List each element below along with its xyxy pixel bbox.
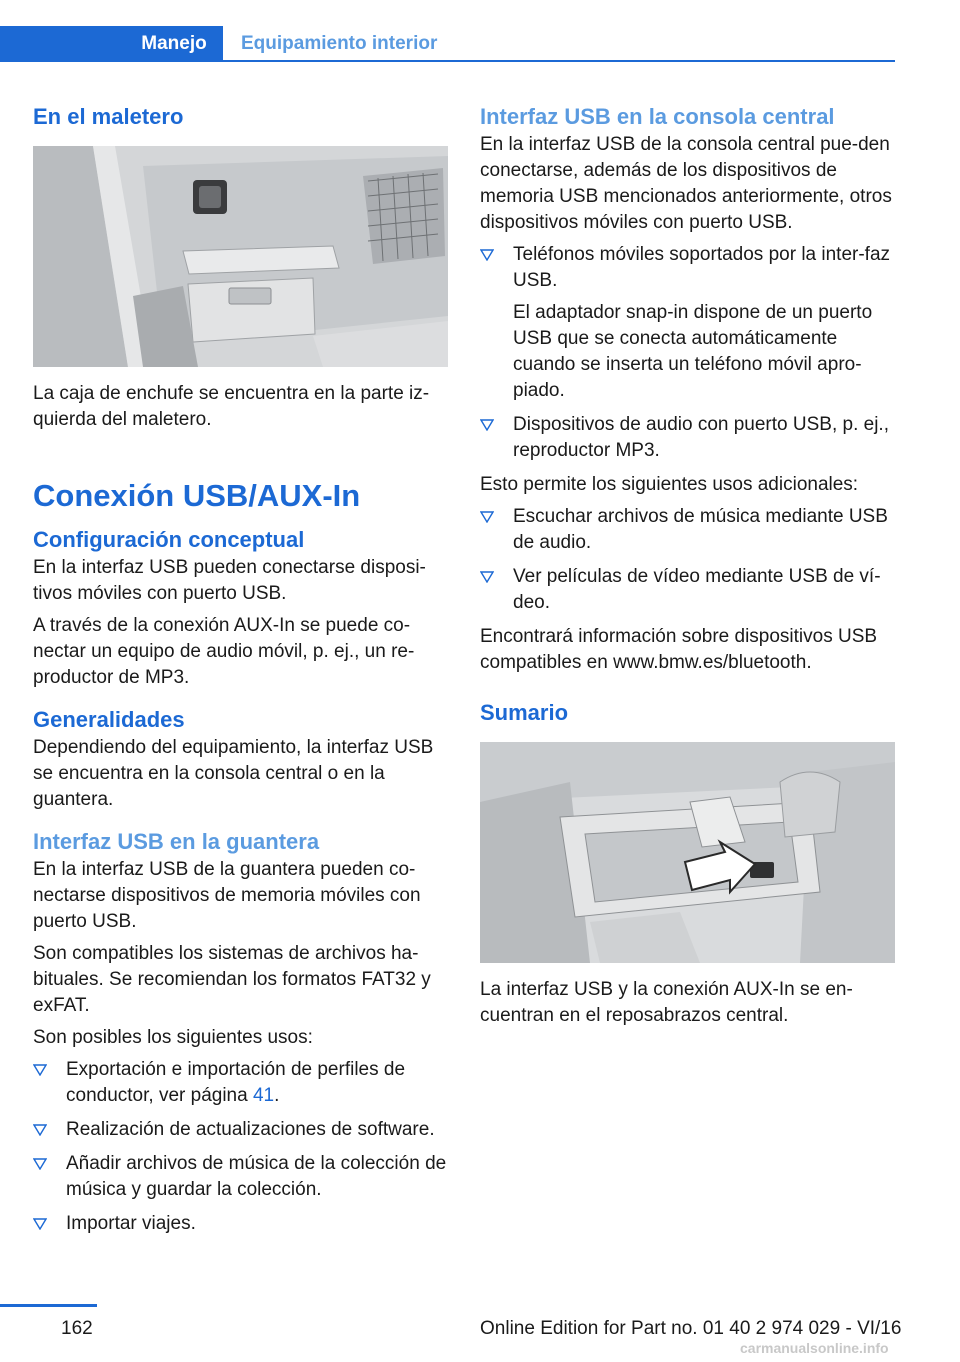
console-heading: Interfaz USB en la consola central — [480, 104, 835, 129]
footer-rule — [0, 1304, 97, 1307]
page-number: 162 — [61, 1318, 93, 1339]
triangle-bullet-icon — [33, 1158, 47, 1170]
general-heading: Generalidades — [33, 707, 185, 732]
page-header — [0, 0, 960, 62]
tab-manejo[interactable]: Manejo — [125, 26, 223, 62]
summary-photo — [480, 742, 895, 963]
list-item-text: Realización de actualizaciones de software. — [66, 1119, 435, 1140]
trunk-socket-illustration — [33, 146, 448, 367]
glovebox-heading: Interfaz USB en la guantera — [33, 829, 320, 854]
trunk-photo — [33, 146, 448, 367]
left-column — [33, 100, 448, 1245]
list-item-end: . — [274, 1085, 280, 1106]
triangle-bullet-icon — [33, 1064, 47, 1076]
triangle-bullet-icon — [480, 249, 494, 261]
glovebox-paragraph-3: Son posibles los siguientes usos: — [33, 1027, 313, 1048]
list-item — [33, 1057, 448, 1109]
console-paragraph: En la interfaz USB de la consola central pue-den conectarse, además de los dispositivos de memoria USB mencionados anteriormente, otros dispositivos móviles con puerto USB. — [480, 134, 892, 233]
concept-paragraph-2: A través de la conexión AUX-In se puede co-nectar un equipo de audio móvil, p. ej., un re-productor de MP3. — [33, 615, 415, 688]
header-rule — [223, 60, 895, 62]
general-paragraph: Dependiendo del equipamiento, la interfaz USB se encuentra en la consola central o en la guantera. — [33, 737, 434, 810]
uses-paragraph: Esto permite los siguientes usos adicionales: — [480, 474, 859, 495]
glovebox-paragraph-1: En la interfaz USB de la guantera pueden co-nectarse dispositivos de memoria móviles con puerto USB. — [33, 859, 421, 932]
page-link[interactable]: 41 — [252, 1085, 275, 1106]
glovebox-paragraph-2: Son compatibles los sistemas de archivos ha-bituales. Se recomiendan los formatos FAT32 y exFAT. — [33, 943, 431, 1016]
list-item — [480, 504, 895, 556]
list-item-text: Añadir archivos de música de la colección de música y guardar la colección. — [66, 1153, 447, 1200]
list-item — [480, 412, 895, 464]
list-item — [33, 1211, 448, 1237]
trunk-caption: La caja de enchufe se encuentra en la parte iz-quierda del maletero. — [33, 383, 430, 430]
list-item — [480, 242, 895, 404]
triangle-bullet-icon — [480, 511, 494, 523]
glovebox-uses-list — [33, 1057, 448, 1237]
list-item-text: Dispositivos de audio con puerto USB, p. ej., reproductor MP3. — [513, 414, 889, 461]
list-item-text: Teléfonos móviles soportados por la inter-faz USB. — [513, 244, 891, 291]
list-item — [480, 564, 895, 616]
summary-caption: La interfaz USB y la conexión AUX-In se en-cuentran en el reposabrazos central. — [480, 979, 853, 1026]
trunk-heading: En el maletero — [33, 104, 184, 129]
concept-paragraph-1: En la interfaz USB pueden conectarse disposi-tivos móviles con puerto USB. — [33, 557, 426, 604]
list-item-text: Ver películas de vídeo mediante USB de ví-deo. — [513, 566, 881, 613]
summary-heading: Sumario — [480, 700, 569, 725]
triangle-bullet-icon — [33, 1218, 47, 1230]
tab-equipamiento-interior[interactable]: Equipamiento interior — [241, 33, 438, 54]
header-accent-bar — [0, 26, 125, 62]
list-item-text: Exportación e importación de perfiles de conductor, ver página — [66, 1059, 406, 1106]
console-devices-list — [480, 242, 895, 464]
concept-heading: Configuración conceptual — [33, 527, 305, 552]
triangle-bullet-icon — [33, 1124, 47, 1136]
list-item-subtext: El adaptador snap-in dispone de un puerto USB que se conecta automáticamente cuando se inserta un teléfono móvil apro-piado. — [513, 302, 873, 401]
right-column — [480, 100, 895, 1029]
triangle-bullet-icon — [480, 571, 494, 583]
list-item — [33, 1151, 448, 1203]
edition-text: Online Edition for Part no. 01 40 2 974 029 - VI/16 — [480, 1318, 902, 1339]
triangle-bullet-icon — [480, 419, 494, 431]
usb-aux-title: Conexión USB/AUX-In — [33, 478, 361, 513]
info-paragraph: Encontrará información sobre dispositivos USB compatibles en www.bmw.es/bluetooth. — [480, 626, 878, 673]
watermark: carmanualsonline.info — [740, 1340, 889, 1356]
additional-uses-list — [480, 504, 895, 616]
list-item — [33, 1117, 448, 1143]
armrest-usb-illustration — [480, 742, 895, 963]
list-item-text: Escuchar archivos de música mediante USB de audio. — [513, 506, 888, 553]
list-item-text: Importar viajes. — [66, 1213, 196, 1234]
